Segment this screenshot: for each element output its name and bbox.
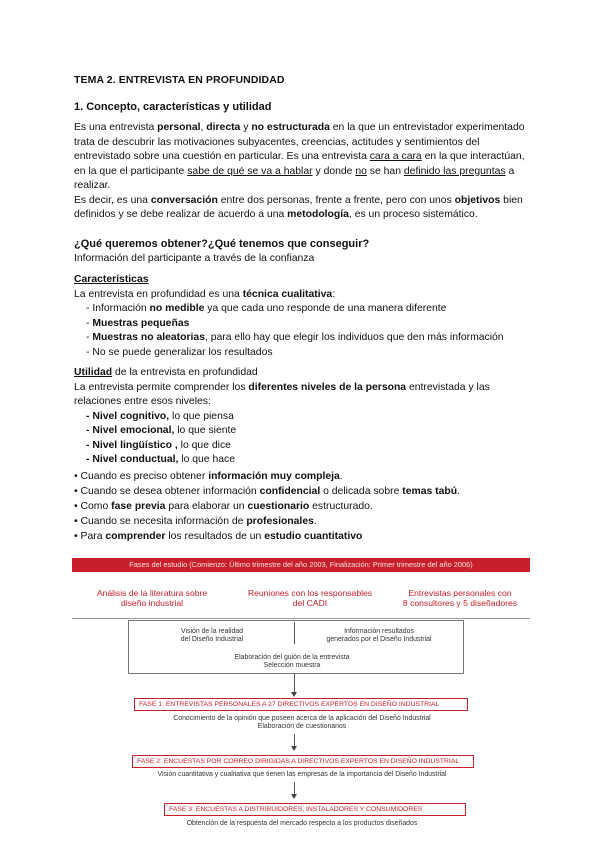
figure-col-literatura xyxy=(82,588,222,608)
figure-phase-3-desc: Obtención de la respuesta del mercado respecto a los productos diseñados xyxy=(186,820,418,827)
text: , para ello hay que elegir los individuos que den más información xyxy=(204,332,504,343)
figure-phase-2: FASE 2: ENCUESTAS POR CORREO DIRIGIDAS A DIRECTIVOS EXPERTOS EN DISEÑO INDUSTRIAL xyxy=(132,755,474,768)
utilidad-intro1 xyxy=(74,381,490,395)
text: - Información xyxy=(86,303,150,314)
question-heading: ¿Qué queremos obtener?¿Qué tenemos que conseguir? xyxy=(74,238,370,250)
text: y donde xyxy=(312,165,356,177)
bold-tecnica: técnica cualitativa xyxy=(242,288,333,300)
bold: temas tabú xyxy=(402,486,458,497)
p1-line4 xyxy=(74,165,514,179)
document-title: TEMA 2. ENTREVISTA EN PROFUNDIDAD xyxy=(74,74,285,86)
utilidad-bullet xyxy=(74,470,343,484)
text: y xyxy=(240,122,252,133)
text: definidos y se debe realizar de acuerdo a una xyxy=(74,209,288,220)
text: de la entrevista en profundidad xyxy=(112,367,258,378)
text: a xyxy=(505,165,515,177)
figure-phase-2-desc: Visión cuantitativa y cualitativa que tienen las empresas de la importancia del Diseño Industrial xyxy=(157,771,447,778)
caracteristica-item xyxy=(86,317,189,331)
bold: fase previa xyxy=(111,501,166,512)
text: o delicada sobre xyxy=(320,486,403,497)
underline-no: no xyxy=(355,165,367,177)
caracteristica-item xyxy=(86,302,446,316)
text: Conocimiento de la opinión que poseen acerca de la aplicación del Diseño Industrial xyxy=(173,715,431,722)
bold-personal: personal xyxy=(157,122,201,133)
text: , es un proceso sistemático. xyxy=(348,209,478,220)
text: entrevistado sobre una cuestión en particular. Es una entrevista xyxy=(74,151,370,162)
figure-box-bottom xyxy=(172,654,412,670)
bold-directa: directa xyxy=(206,122,241,133)
p1-line2: trata de descubrir las motivaciones subyacentes, creencias, actitudes y sentimientos del xyxy=(74,136,480,148)
text: lo que hace xyxy=(178,454,235,465)
arrow-down-icon xyxy=(291,746,297,751)
text: La entrevista en profundidad es una xyxy=(74,288,243,300)
bold: cuestionario xyxy=(247,501,310,512)
section-heading-concepto: 1. Concepto, características y utilidad xyxy=(74,101,272,113)
text: • Cuando es preciso obtener xyxy=(74,471,209,482)
bold-conversacion: conversación xyxy=(150,194,218,206)
utilidad-bullet xyxy=(74,500,373,514)
text: lo que dice xyxy=(177,439,231,451)
figure-phase-1-desc xyxy=(122,715,482,731)
text: ya que cada uno responde de una manera diferente xyxy=(204,303,447,314)
bold-no-estructurada: no estructurada xyxy=(251,122,330,133)
text: entre dos personas, frente a frente, pero con unos xyxy=(217,194,455,206)
underline-cara-a-cara: cara a cara xyxy=(369,151,422,162)
text: entrevistada y las xyxy=(406,381,490,393)
study-phases-figure xyxy=(72,558,530,838)
utilidad-bullet xyxy=(74,485,460,499)
p2-line2 xyxy=(74,208,478,222)
underline-sabe: sabe de qué se va a hablar xyxy=(187,165,313,177)
text: estructurado. xyxy=(309,501,373,512)
text: • Cuando se necesita información de xyxy=(74,516,247,527)
bold: - Nivel lingüístico , xyxy=(86,439,178,451)
utilidad-bullet xyxy=(74,530,362,544)
figure-box-left xyxy=(152,628,272,644)
text: Análisis de la literatura sobre xyxy=(96,588,208,598)
level-item xyxy=(86,424,236,438)
text: generados por el Diseño Industrial xyxy=(326,636,432,643)
arrow-down-icon xyxy=(291,692,297,697)
text: Reuniones con los responsables xyxy=(247,588,373,598)
text: del CADI xyxy=(292,598,328,608)
bold: Muestras pequeñas xyxy=(92,317,190,329)
bold: comprender xyxy=(105,531,166,542)
utilidad-intro2: relaciones entre esos niveles: xyxy=(74,396,211,407)
figure-divider xyxy=(72,618,530,619)
level-item xyxy=(86,453,235,467)
text: lo que piensa xyxy=(169,410,234,422)
text: Elaboración del guión de la entrevista xyxy=(234,654,350,661)
text: se han xyxy=(366,165,404,177)
figure-phase-3: FASE 3: ENCUESTAS A DISTRIBUIDORES, INSTALADORES Y CONSUMIDORES xyxy=(164,803,466,816)
text: • Para xyxy=(74,531,106,542)
text: • Como xyxy=(74,501,112,512)
bold-objetivos: objetivos xyxy=(454,194,501,206)
bold: profesionales xyxy=(246,516,314,527)
figure-header-bar: Fases del estudio (Comienzo: Último trimestre del año 2003, Finalización: Primer trimestre del año 2006) xyxy=(72,558,530,572)
caracteristica-item xyxy=(86,331,504,345)
text: Entrevistas personales con xyxy=(408,588,512,598)
bold: no medible xyxy=(149,303,205,314)
p1-line1 xyxy=(74,121,525,135)
level-item xyxy=(86,410,234,424)
text: los resultados de un xyxy=(165,531,265,542)
text: , xyxy=(200,122,207,133)
text: Visión de la realidad xyxy=(181,628,243,635)
caracteristica-item xyxy=(86,346,273,360)
bold: Muestras no aleatorias xyxy=(92,332,205,343)
figure-box-divider xyxy=(294,622,295,644)
figure-col-cadi xyxy=(240,588,380,608)
bold-metodologia: metodología xyxy=(287,209,349,220)
question-answer: Información del participante a través de la confianza xyxy=(74,253,315,264)
text: . xyxy=(339,471,343,482)
text: bien xyxy=(500,194,523,206)
figure-phase-1: FASE 1: ENTREVISTAS PERSONALES A 27 DIRECTIVOS EXPERTOS EN DISEÑO INDUSTRIAL xyxy=(134,698,468,711)
text: - xyxy=(86,317,93,329)
utilidad-bullet xyxy=(74,515,317,529)
bold: - Nivel cognitivo, xyxy=(86,410,170,422)
text: del Diseño Industrial xyxy=(180,636,244,643)
text: Es decir, es una xyxy=(74,194,151,206)
p1-line3 xyxy=(74,150,525,164)
bold-niveles: diferentes niveles de la persona xyxy=(248,381,407,393)
text: • Cuando se desea obtener información xyxy=(74,486,260,497)
p2-line1 xyxy=(74,194,523,208)
text: - xyxy=(86,332,93,343)
caracteristicas-intro xyxy=(74,288,335,302)
text: . xyxy=(457,486,460,497)
text: . xyxy=(313,516,317,527)
text: en la que el participante xyxy=(74,165,188,177)
text: diseño industrial xyxy=(120,598,184,608)
text: Es una entrevista xyxy=(74,122,158,133)
text: en la que interactúan, xyxy=(421,151,525,162)
utilidad-word: Utilidad xyxy=(74,367,113,378)
text: : xyxy=(332,288,336,300)
text: para elaborar un xyxy=(165,501,248,512)
figure-box-right xyxy=(304,628,454,644)
text: lo que siente xyxy=(174,425,237,436)
arrow-down-icon xyxy=(291,794,297,799)
caracteristicas-heading: Características xyxy=(74,274,149,285)
text: La entrevista permite comprender los xyxy=(74,381,249,393)
level-item xyxy=(86,439,231,453)
utilidad-heading xyxy=(74,366,258,380)
text: Información resultados xyxy=(344,628,414,635)
bold: - Nivel emocional, xyxy=(86,425,175,436)
text: 8 consultores y 5 diseñadores xyxy=(402,598,518,608)
bold: estudio cuantitativo xyxy=(264,531,363,542)
text: - No se puede generalizar los resultados xyxy=(86,346,273,358)
text: Selección muestra xyxy=(263,662,321,669)
bold: - Nivel conductual, xyxy=(86,454,179,465)
figure-col-entrevistas xyxy=(390,588,530,608)
underline-definido: definido las preguntas xyxy=(403,165,506,177)
bold: información muy compleja xyxy=(208,471,340,482)
text: en la que un entrevistador experimentado xyxy=(329,122,525,133)
p1-line5: realizar. xyxy=(74,180,111,191)
bold: confidencial xyxy=(259,486,321,497)
text: Elaboración de cuestionarios xyxy=(257,723,347,730)
